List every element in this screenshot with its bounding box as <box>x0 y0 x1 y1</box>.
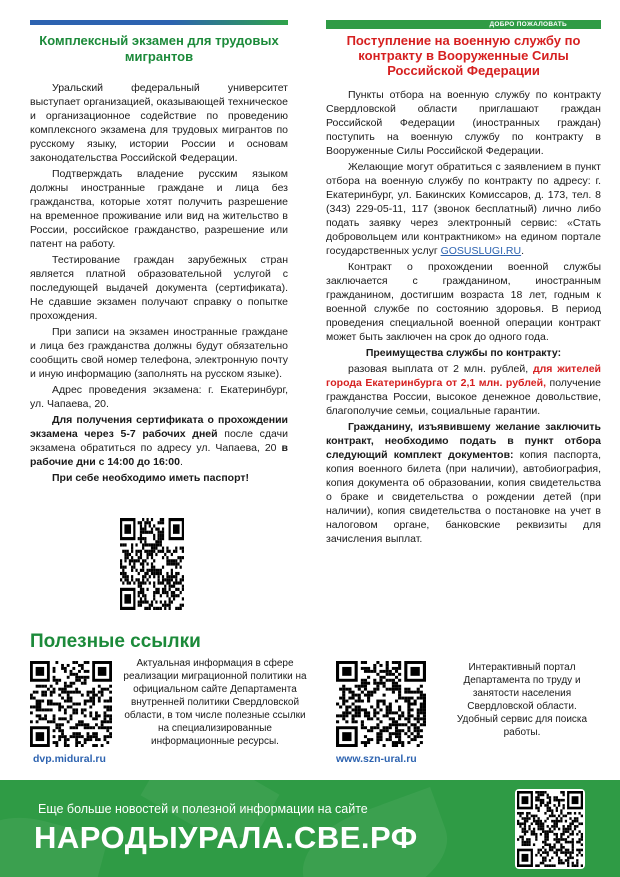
portal-description: Интерактивный портал Департамента по труду и занятости населения Свердловской области. Удобный сервис для поиска работы. <box>456 662 588 738</box>
documents-list: копия паспорта, копия военного билета (при наличии), автобиография, копия документа об образовании, копия свидетельства о браке и свидетельства о рождении детей (при наличии), копия свидетельства о постановке на учет в налоговом органе, банковские реквизиты для зачисления выплат. <box>326 449 601 545</box>
documents-paragraph <box>326 420 601 546</box>
qr-code-icon[interactable] <box>336 661 426 747</box>
advantages-highlight: для жителей города Екатеринбурга от 2,1 млн. рублей, <box>326 363 601 389</box>
left-paragraph-6 <box>30 413 288 469</box>
documents-heading: Гражданину, изъявившему желание заключить контракт, необходимо подать в пункт отбора следующий комплект документов: <box>326 421 601 461</box>
dvp-link[interactable]: dvp.midural.ru <box>33 753 106 765</box>
certificate-address: после сдачи экзамена обратиться по адресу ул. Чапаева, 20 <box>30 428 288 454</box>
qr-code-graphic <box>120 518 184 610</box>
advantages-text-1: разовая выплата от 2 млн. рублей, <box>348 363 533 375</box>
qr-code-icon[interactable] <box>515 789 585 869</box>
qr-code-graphic <box>517 791 583 867</box>
top-divider-left <box>30 20 288 25</box>
right-heading: Поступление на военную службу по контракту в Вооруженные Силы Российской Федерации <box>346 33 581 78</box>
szn-link[interactable]: www.szn-ural.ru <box>336 753 417 765</box>
advantages-heading: Преимущества службы по контракту: <box>365 347 562 359</box>
right-paragraph-3: Контракт о прохождении военной службы заключается с гражданином, иностранным гражданином, достигшим возраста 18 лет, годным к военной службе по состоянию здоровья. В период проведения специальной военной операции контракт может быть заключен на срок до одного года. <box>326 261 601 343</box>
right-column <box>326 20 601 548</box>
qr-code-icon[interactable] <box>120 518 184 610</box>
welcome-banner <box>326 20 601 29</box>
useful-links-description: Актуальная информация в сфере реализации миграционной политики на официальном сайте Департамента внутренней политики Свердловской области, в том числе полезные ссылки на специализированные информационные ресурсы. <box>123 658 307 747</box>
left-paragraph-4: При записи на экзамен иностранные граждане и лица без гражданства должны будут обязательно сообщить свой номер телефона, электронную почту и иную информацию (заполнять на русском языке). <box>30 326 288 380</box>
qr-code-graphic <box>30 661 112 747</box>
left-column <box>30 20 288 487</box>
left-paragraph-5: Адрес проведения экзамена: г. Екатеринбург, ул. Чапаева, 20. <box>30 384 288 410</box>
gosuslugi-link[interactable]: GOSUSLUGI.RU <box>440 245 522 257</box>
left-paragraph-3: Тестирование граждан зарубежных стран является платной образовательной услугой с последующей выдачей документа (сертификата). Не сдавшие экзамен получают справку о попытке прохождения. <box>30 254 288 322</box>
period: . <box>179 456 183 468</box>
welcome-banner-label: ДОБРО ПОЖАЛОВАТЬ <box>489 21 567 28</box>
working-hours: в рабочие дни с 14:00 до 16:00 <box>30 442 288 468</box>
right-paragraph-2 <box>326 160 601 258</box>
qr-code-icon[interactable] <box>30 661 112 747</box>
left-heading: Комплексный экзамен для трудовых мигрантов <box>39 33 279 64</box>
footer-site-link[interactable]: НАРОДЫУРАЛА.СВЕ.РФ <box>34 820 418 855</box>
passport-note: При себе необходимо иметь паспорт! <box>52 472 249 484</box>
left-paragraph-2: Подтверждать владение русским языком должны иностранные граждане и лица без гражданства, которые хотят получить разрешение на временное проживание или вид на жительство в России, российское гражданство, разрешение или патент на работу. <box>30 168 288 250</box>
qr-code-graphic <box>336 661 426 747</box>
right-paragraph-2-text: Желающие могут обратиться с заявлением в пункт отбора на военную службу по контракту по адресу: г. Екатеринбург, ул. Бакинских Комиссаров, д. 173, тел. 8 (343) 229-05-11, 117 (звонок бесплатный) лично либо подать заявку через электронный сервис: «Стать добровольцем или контрактником» на едином портале государственных услуг <box>326 161 601 257</box>
footer-banner <box>0 780 620 877</box>
period: . <box>521 245 525 257</box>
useful-links-heading: Полезные ссылки <box>30 631 201 652</box>
left-paragraph-1: Уральский федеральный университет выступает организацией, оказывающей техническое и организационное содействие по проведению комплексного экзамена для трудовых мигрантов по русскому языку, истории России и основам законодательства Российской Федерации. <box>30 82 288 164</box>
advantages-text-2: получение гражданства России, высокое денежное довольствие, благополучие семьи, социальные гарантии. <box>326 377 601 417</box>
advantages-text <box>326 362 601 418</box>
footer-tagline: Еще больше новостей и полезной информации на сайте <box>38 802 368 816</box>
right-paragraph-1: Пункты отбора на военную службу по контракту Свердловской области приглашают граждан Российской Федерации (иностранных граждан) поступить на военную службу по контракту в Вооруженные Силы Российской Федерации. <box>326 89 601 157</box>
certificate-note: Для получения сертификата о прохождении экзамена через 5-7 рабочих дней <box>30 414 288 440</box>
